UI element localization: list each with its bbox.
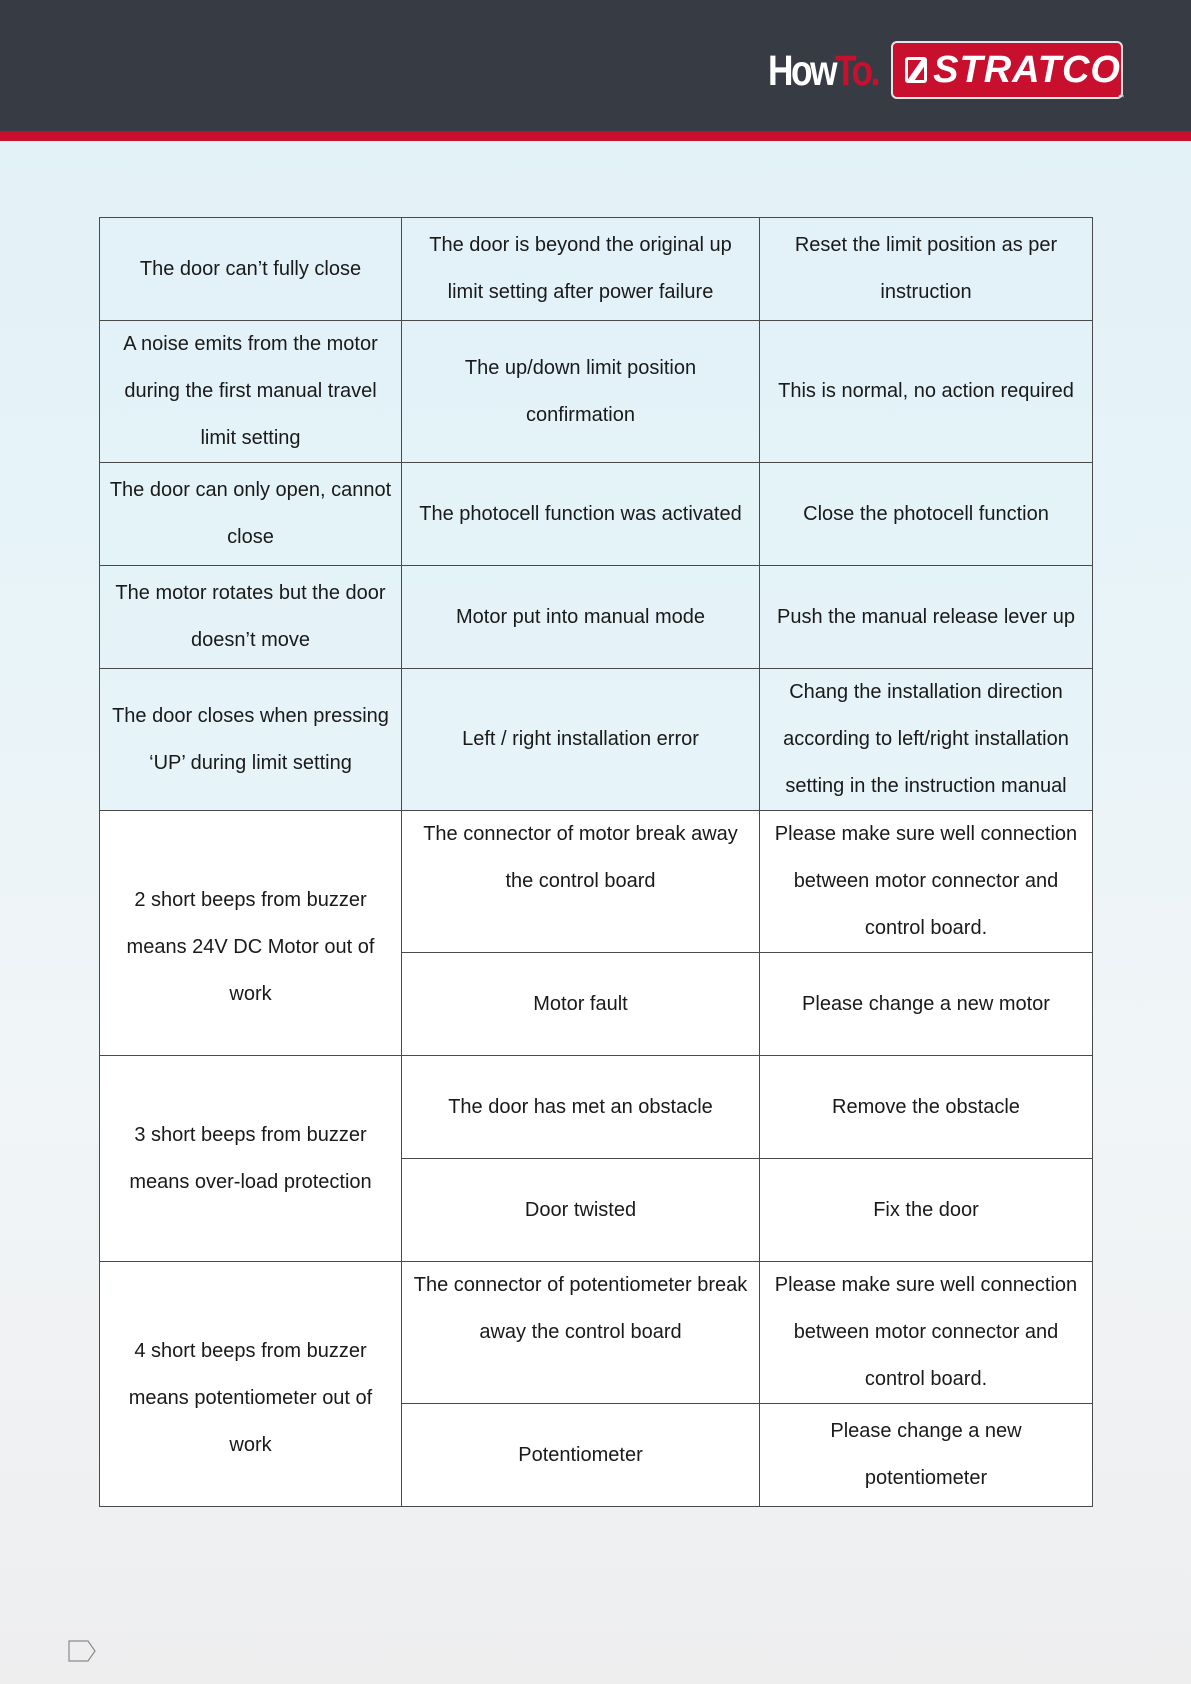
- solution-cell: Please make sure well connection between motor connector and control board.: [760, 811, 1093, 953]
- problem-cell: 3 short beeps from buzzer means over-load protection: [100, 1056, 402, 1262]
- problem-cell: The door can only open, cannot close: [100, 463, 402, 566]
- problem-cell: 2 short beeps from buzzer means 24V DC Motor out of work: [100, 811, 402, 1056]
- howto-wordmark: [768, 47, 878, 96]
- solution-cell: Please change a new motor: [760, 953, 1093, 1056]
- cause-cell: Door twisted: [402, 1159, 760, 1262]
- cause-cell: The connector of motor break away the control board: [402, 811, 760, 953]
- header-red-stripe: [0, 131, 1191, 141]
- howto-to-text: To.: [835, 46, 878, 95]
- problem-cell: The door closes when pressing ‘UP’ during limit setting: [100, 669, 402, 811]
- solution-cell: Chang the installation direction according to left/right installation setting in the instruction manual: [760, 669, 1093, 811]
- cause-cell: Motor put into manual mode: [402, 566, 760, 669]
- trademark-symbol: ™: [1118, 95, 1124, 101]
- stratco-brand-badge: [891, 41, 1123, 99]
- page-tab-icon: [68, 1640, 96, 1662]
- cause-cell: Left / right installation error: [402, 669, 760, 811]
- table-row: [100, 218, 1093, 321]
- problem-cell: A noise emits from the motor during the first manual travel limit setting: [100, 321, 402, 463]
- table-row: [100, 811, 1093, 953]
- cause-cell: Motor fault: [402, 953, 760, 1056]
- cause-cell: The connector of potentiometer break away the control board: [402, 1262, 760, 1404]
- problem-cell: The door can’t fully close: [100, 218, 402, 321]
- cause-cell: Potentiometer: [402, 1404, 760, 1507]
- solution-cell: This is normal, no action required: [760, 321, 1093, 463]
- solution-cell: Please make sure well connection between motor connector and control board.: [760, 1262, 1093, 1404]
- troubleshooting-table: [99, 217, 1093, 1507]
- solution-cell: Push the manual release lever up: [760, 566, 1093, 669]
- solution-cell: Remove the obstacle: [760, 1056, 1093, 1159]
- solution-cell: Fix the door: [760, 1159, 1093, 1262]
- table-row: [100, 463, 1093, 566]
- problem-cell: The motor rotates but the door doesn’t move: [100, 566, 402, 669]
- cause-cell: The door is beyond the original up limit setting after power failure: [402, 218, 760, 321]
- stratco-mark-icon: [905, 57, 927, 83]
- table-row: [100, 1262, 1093, 1404]
- table-row: [100, 566, 1093, 669]
- solution-cell: Please change a new potentiometer: [760, 1404, 1093, 1507]
- cause-cell: The door has met an obstacle: [402, 1056, 760, 1159]
- table-row: [100, 1056, 1093, 1159]
- problem-cell: 4 short beeps from buzzer means potentiometer out of work: [100, 1262, 402, 1507]
- table-row: [100, 669, 1093, 811]
- solution-cell: Close the photocell function: [760, 463, 1093, 566]
- page-header: [0, 0, 1191, 141]
- solution-cell: Reset the limit position as per instruction: [760, 218, 1093, 321]
- cause-cell: The up/down limit position confirmation: [402, 321, 760, 463]
- table-row: [100, 321, 1093, 463]
- howto-how-text: How: [768, 46, 836, 95]
- stratco-brand-name: STRATCO: [933, 48, 1121, 91]
- cause-cell: The photocell function was activated: [402, 463, 760, 566]
